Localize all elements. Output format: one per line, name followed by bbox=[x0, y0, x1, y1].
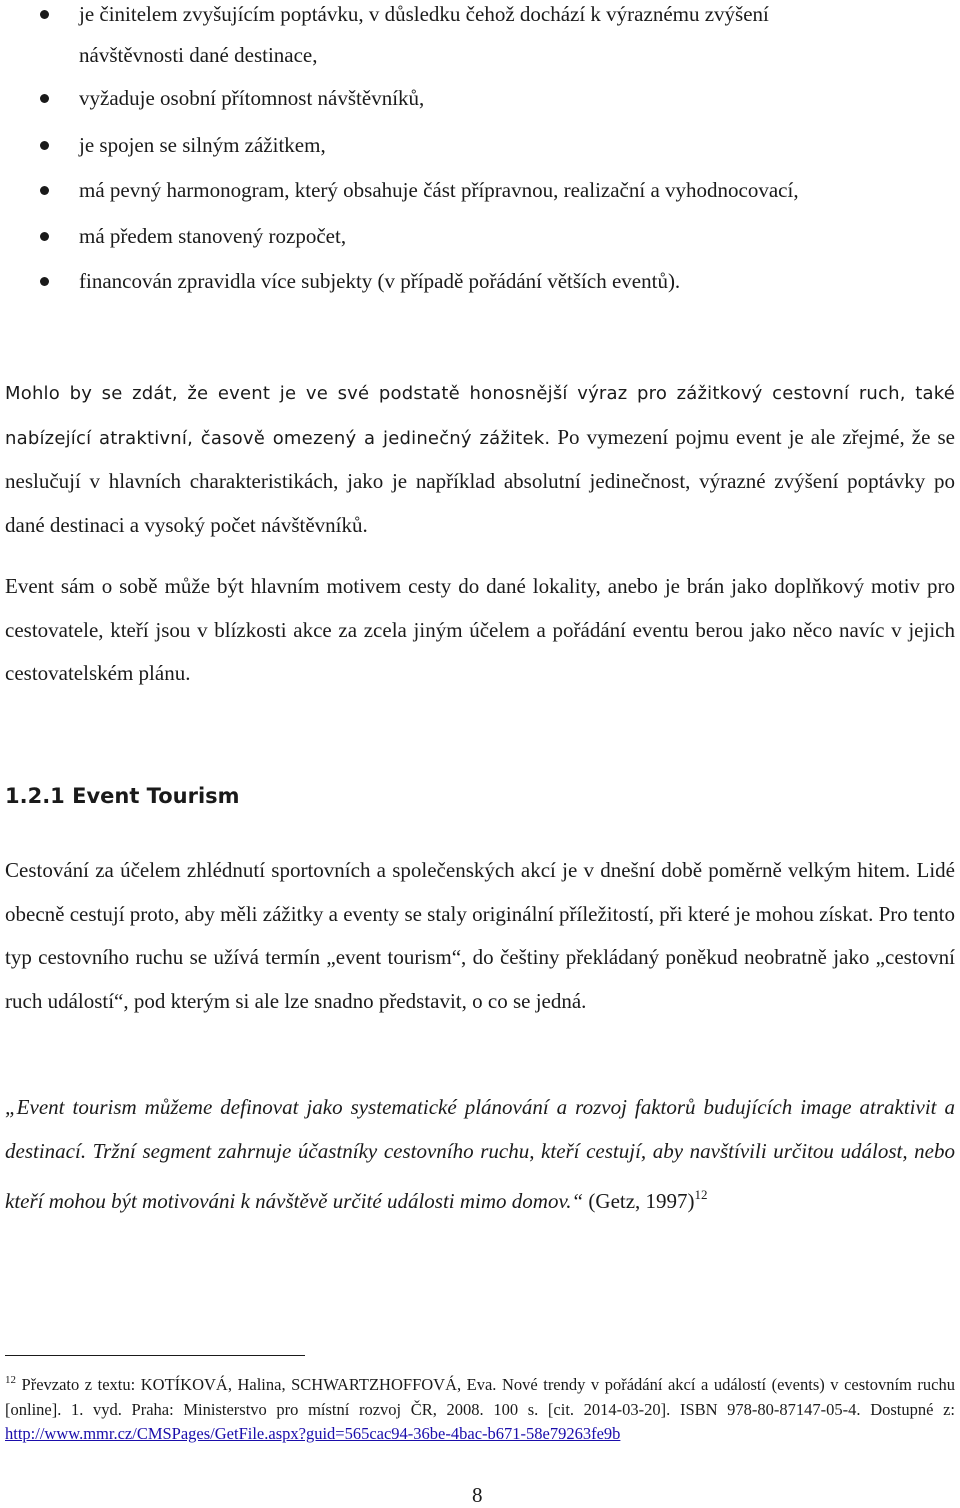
list-item-text: financován zpravidla více subjekty (v případě pořádání větších eventů). bbox=[79, 269, 681, 293]
footnote-text: Převzato z textu: KOTÍKOVÁ, Halina, SCHWARTZHOFFOVÁ, Eva. Nové trendy v pořádání akcí a událostí (events) v cestovním ruchu [online]. 1. vyd. Praha: Ministerstvo pro místní rozvoj ČR, 2008. 100 s. [cit. 2014-03-20]. ISBN 978-80-87147-05-4. Dostupné z: bbox=[5, 1375, 955, 1419]
list-item-text: je činitelem zvyšujícím poptávku, v důsledku čehož dochází k výraznému zvýšení bbox=[79, 2, 769, 26]
footnote-reference: 12 bbox=[694, 1187, 708, 1202]
list-item-text: návštěvnosti dané destinace, bbox=[79, 43, 318, 67]
block-quote bbox=[5, 1086, 955, 1224]
list-item-text: má pevný harmonogram, který obsahuje část přípravnou, realizační a vyhodnocovací, bbox=[79, 178, 799, 202]
list-item-text: má předem stanovený rozpočet, bbox=[79, 224, 347, 248]
section-heading: 1.2.1 Event Tourism bbox=[5, 784, 240, 808]
list-item-text: je spojen se silným zážitkem, bbox=[79, 133, 326, 157]
bullet-icon bbox=[40, 232, 49, 241]
quote-citation: (Getz, 1997) bbox=[583, 1189, 695, 1213]
bullet-icon bbox=[40, 186, 49, 195]
body-paragraph bbox=[5, 371, 955, 547]
footnote-divider bbox=[5, 1355, 305, 1356]
body-paragraph bbox=[5, 849, 955, 1023]
list-item-text: vyžaduje osobní přítomnost návštěvníků, bbox=[79, 86, 425, 110]
page-number: 8 bbox=[472, 1483, 483, 1507]
bullet-icon bbox=[40, 277, 49, 286]
footnote-number: 12 bbox=[5, 1374, 16, 1386]
paragraph-text: Event sám o sobě může být hlavním motivem cesty do dané lokality, anebo je brán jako doplňkový motiv pro cestovatele, kteří jsou v blízkosti akce za zcela jiným účelem a pořádání eventu berou jako něco navíc v jejich cestovatelském plánu. bbox=[5, 574, 955, 685]
quote-text: „Event tourism můžeme definovat jako systematické plánování a rozvoj faktorů budujících image atraktivit a destinací. Tržní segment zahrnuje účastníky cestovního ruchu, kteří cestují, aby navštívili určitou událost, nebo kteří mohou být motivováni k návštěvě určité události mimo domov.“ bbox=[5, 1095, 955, 1213]
bullet-icon bbox=[40, 10, 49, 19]
bullet-icon bbox=[40, 94, 49, 103]
paragraph-text: Cestování za účelem zhlédnutí sportovních a společenských akcí je v dnešní době poměrně velkým hitem. Lidé obecně cestují proto, aby měli zážitky a eventy se staly originální příležitostí, při které je mohou získat. Pro tento typ cestovního ruchu se užívá termín „event tourism“, do češtiny překládaný poněkud neobratně jako „cestovní ruch událostí“, pod kterým si ale lze snadno představit, o co se jedná. bbox=[5, 858, 955, 1013]
paragraph-text: Mohlo by se zdát, že event je ve své podstatě honosnější výraz pro zážitkový cestovní ruch, také nabízející atraktivní, časově omezený a jedinečný zážitek. bbox=[5, 383, 955, 449]
bullet-icon bbox=[40, 141, 49, 150]
footnote bbox=[5, 1368, 955, 1447]
footnote-link[interactable]: http://www.mmr.cz/CMSPages/GetFile.aspx?guid=565cac94-36be-4bac-b671-58e79263fe9b bbox=[5, 1424, 621, 1443]
paragraph-text: Po vymezení pojmu event je ale zřejmé, že se neslučují v hlavních charakteristikách, jako je například absolutní jedinečnost, výrazné zvýšení poptávky po dané destinaci a vysoký počet návštěvníků. bbox=[5, 424, 955, 537]
body-paragraph bbox=[5, 565, 955, 696]
